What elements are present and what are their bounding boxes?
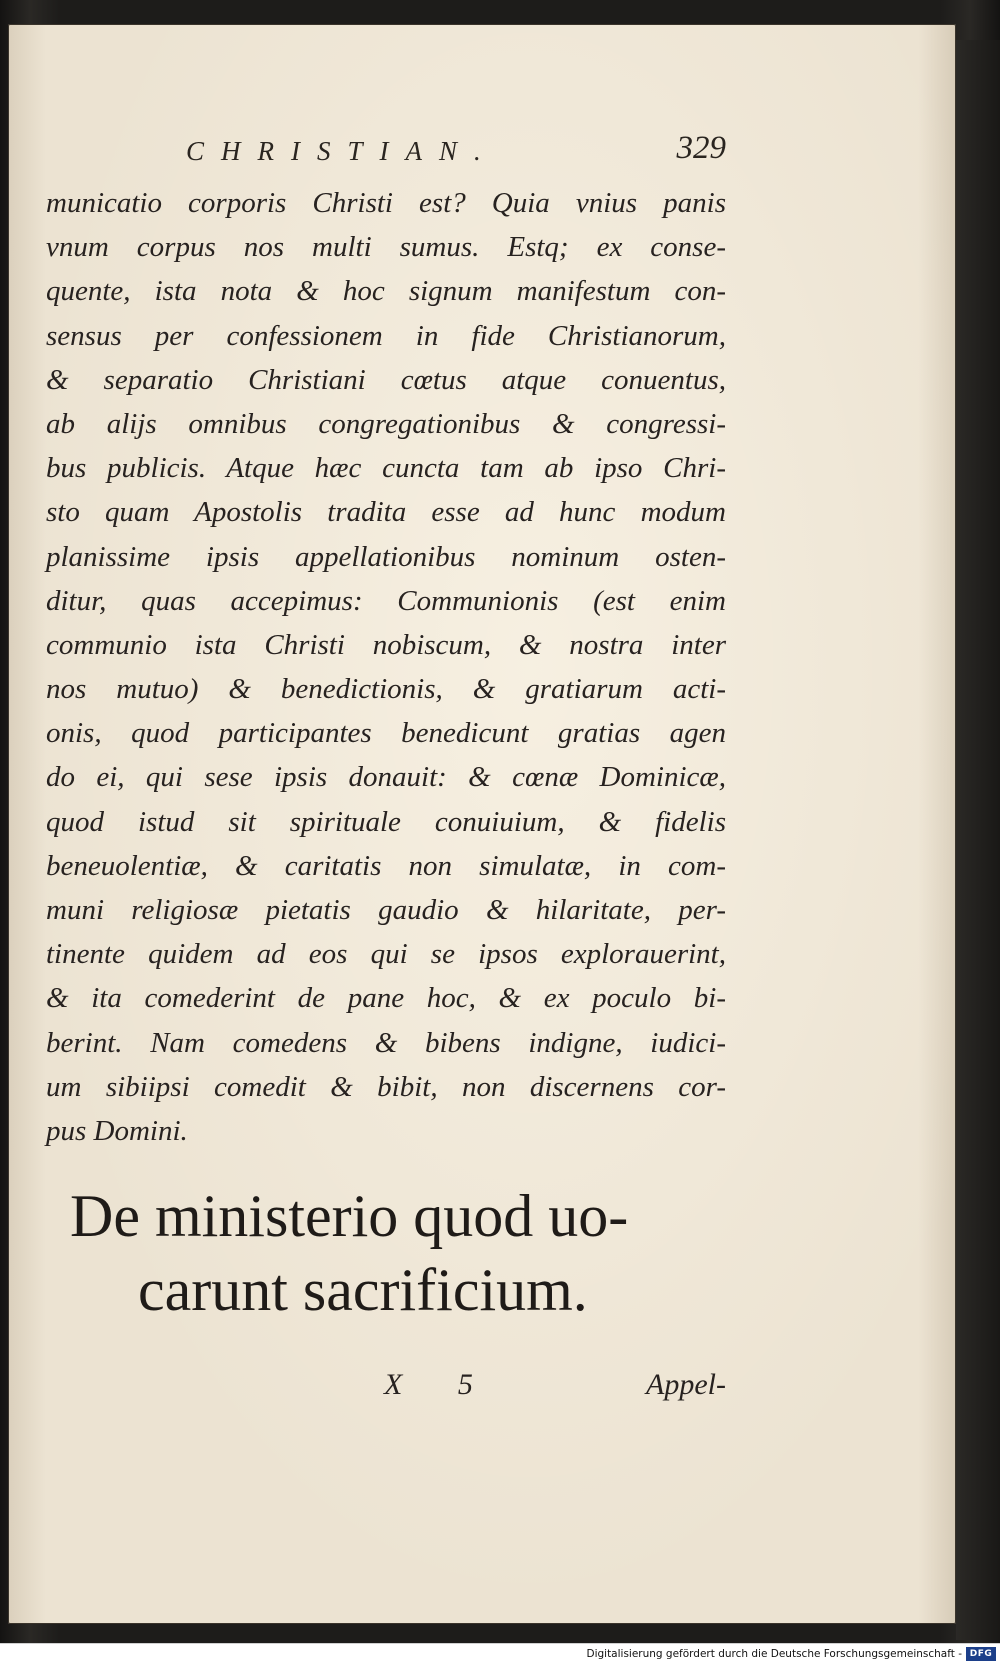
credit-text: Digitalisierung gefördert durch die Deutsche Forschungsgemeinschaft - <box>586 1648 962 1660</box>
text-line: vnum corpus nos multi sumus. Estq; ex conse- <box>46 231 726 264</box>
text-line: communio ista Christi nobiscum, & nostra inter <box>46 628 726 661</box>
signature-mark: X 5 <box>384 1368 497 1401</box>
text-line: onis, quod participantes benedicunt gratias agen <box>46 717 726 750</box>
digitization-credit <box>0 1643 1000 1664</box>
text-line: & separatio Christiani cœtus atque conuentus, <box>46 363 726 396</box>
text-line: municatio corporis Christi est? Quia vnius panis <box>46 187 726 219</box>
catchword: Appel- <box>646 1368 726 1401</box>
page-header <box>46 130 726 176</box>
text-line: pus Domini. <box>46 1114 188 1147</box>
text-line: quod istud sit spirituale conuiuium, & fidelis <box>46 805 726 838</box>
text-line: muni religiosæ pietatis gaudio & hilaritate, per- <box>46 894 726 926</box>
text-line: beneuolentiæ, & caritatis non simulatæ, in com- <box>46 849 726 882</box>
text-line: quente, ista nota & hoc signum manifestum con- <box>46 275 726 308</box>
section-heading-line: De ministerio quod uo- <box>70 1183 629 1249</box>
text-line: do ei, qui sese ipsis donauit: & cœnæ Dominicæ, <box>46 761 726 794</box>
scan-edge <box>956 40 1000 1640</box>
text-line: berint. Nam comedens & bibens indigne, iudici- <box>46 1026 726 1059</box>
text-line: sensus per confessionem in fide Christianorum, <box>46 319 726 352</box>
section-heading <box>70 1179 710 1327</box>
book-page <box>8 24 956 1624</box>
text-line: um sibiipsi comedit & bibit, non discernens cor- <box>46 1070 726 1103</box>
text-line: ditur, quas accepimus: Communionis (est enim <box>46 584 726 617</box>
running-head: CHRISTIAN. <box>186 136 498 166</box>
text-line: tinente quidem ad eos qui se ipsos explorauerint, <box>46 938 726 971</box>
page-number: 329 <box>676 130 726 166</box>
text-line: bus publicis. Atque hæc cuncta tam ab ipso Chri- <box>46 452 726 485</box>
section-heading-line: carunt sacrificium. <box>138 1257 588 1323</box>
text-line: ab alijs omnibus congregationibus & congressi- <box>46 407 726 440</box>
text-line: sto quam Apostolis tradita esse ad hunc modum <box>46 496 726 529</box>
body-text <box>46 181 726 1153</box>
page-footer <box>46 1368 726 1412</box>
text-line: & ita comederint de pane hoc, & ex poculo bi- <box>46 982 726 1015</box>
text-line: nos mutuo) & benedictionis, & gratiarum acti- <box>46 673 726 706</box>
dfg-logo-icon: DFG <box>966 1647 996 1661</box>
text-line: planissime ipsis appellationibus nominum osten- <box>46 540 726 573</box>
